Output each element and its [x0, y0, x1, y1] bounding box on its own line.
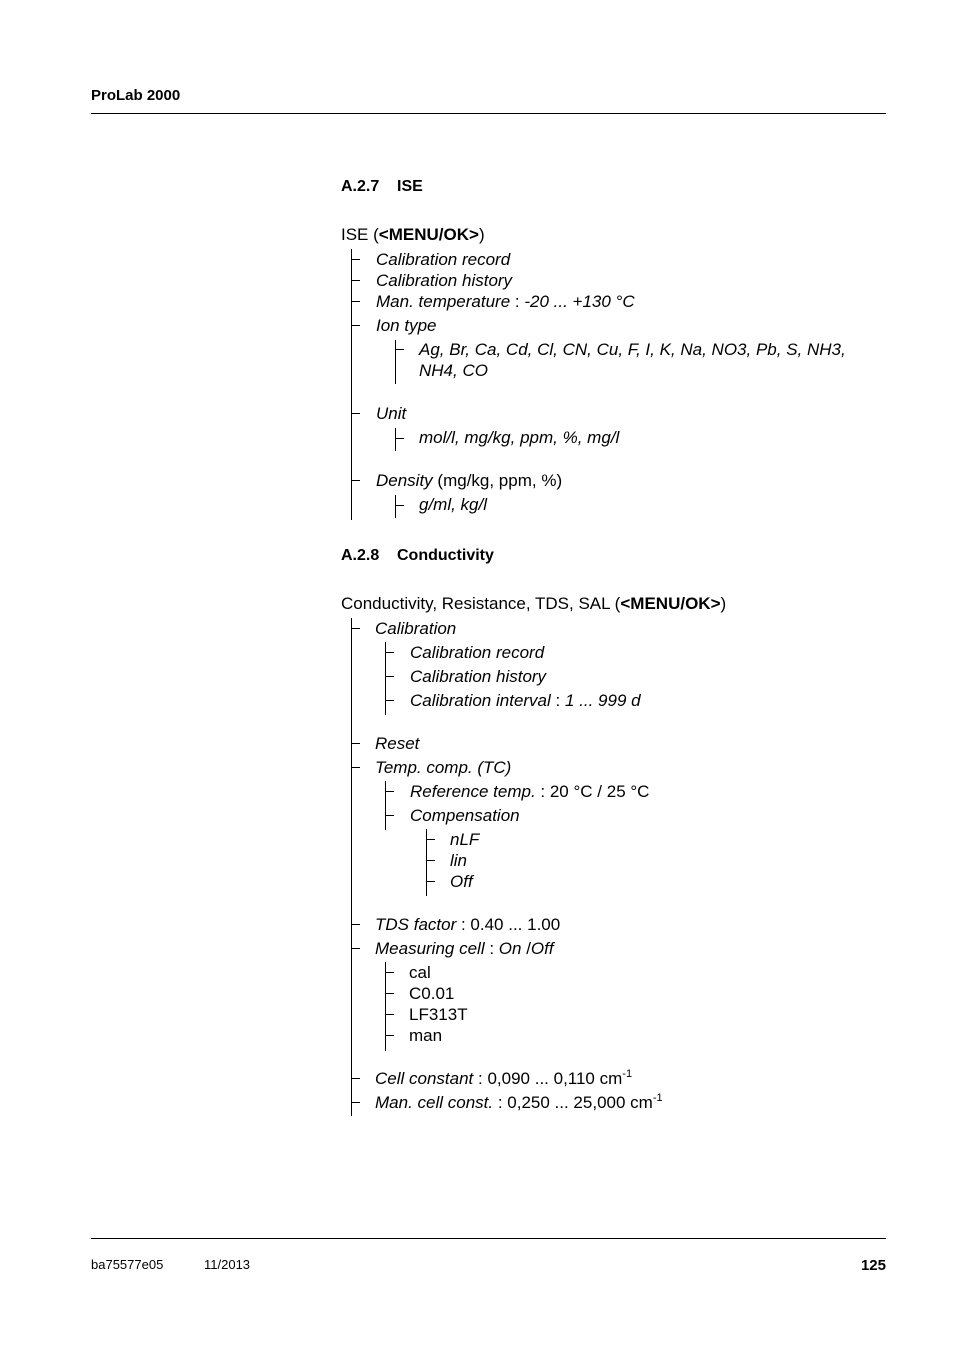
tree-tick — [351, 1078, 360, 1079]
item-label: Measuring cell — [375, 939, 485, 958]
item-label: Calibration interval — [410, 691, 551, 710]
item-on: On — [498, 939, 522, 958]
tree-tick — [426, 881, 435, 882]
footer-rule — [91, 1238, 886, 1239]
tree-tick — [351, 280, 360, 281]
menu-path-suffix: ) — [478, 225, 485, 244]
menu-item-unit: Unit — [376, 404, 407, 423]
section-heading-ise — [341, 178, 423, 196]
menu-item-man-cell-const — [375, 1092, 663, 1113]
item-sep: : — [484, 939, 499, 958]
tree-tick — [351, 325, 360, 326]
tree-tick — [351, 1102, 360, 1103]
section-title: Conductivity — [397, 547, 494, 564]
header-rule — [91, 113, 886, 114]
cell-option-man: man — [409, 1026, 443, 1045]
item-label: Density — [376, 471, 433, 490]
item-label: Man. temperature — [376, 292, 511, 311]
cell-option-c001: C0.01 — [409, 984, 455, 1003]
section-number: A.2.7 — [341, 178, 380, 195]
item-range: -20 ... +130 °C — [524, 292, 635, 311]
menu-item-cal-history: Calibration history — [376, 271, 513, 290]
ion-list-line-1: Ag, Br, Ca, Cd, Cl, CN, Cu, F, I, K, Na, NO3, Pb, S, NH3, — [419, 340, 846, 359]
item-sep: : — [510, 292, 525, 311]
item-exponent: -1 — [622, 1068, 633, 1080]
tree-tick — [385, 815, 394, 816]
option-lin: lin — [450, 851, 468, 870]
item-value: : 0.40 ... 1.00 — [456, 915, 561, 934]
tempcomp-subtree-line — [385, 781, 386, 830]
menu-item-density — [376, 470, 562, 491]
cell-option-lf313t: LF313T — [409, 1005, 468, 1024]
item-label: Man. cell const. — [375, 1093, 494, 1112]
menu-item-ion-type: Ion type — [376, 316, 437, 335]
page-number: 125 — [860, 1257, 886, 1274]
ion-list-line-2: NH4, CO — [419, 361, 488, 380]
menu-item-cal-history: Calibration history — [410, 667, 547, 686]
tree-tick — [385, 1035, 394, 1036]
tree-tick — [385, 972, 394, 973]
menu-item-temp-comp: Temp. comp. (TC) — [375, 758, 512, 777]
tree-tick — [385, 993, 394, 994]
unit-subtree-line — [395, 428, 396, 451]
tree-tick — [426, 860, 435, 861]
item-slash: / — [521, 939, 531, 958]
menu-item-tds-factor — [375, 914, 560, 935]
section-heading-conductivity — [341, 547, 494, 565]
tree-tick — [351, 767, 360, 768]
item-range: 1 ... 999 d — [564, 691, 641, 710]
density-values: g/ml, kg/l — [419, 495, 488, 514]
tree-tick — [351, 413, 360, 414]
cond-tree-trunk — [351, 618, 352, 1116]
tree-tick — [395, 505, 404, 506]
option-off: Off — [450, 872, 473, 891]
menu-item-cal-interval — [410, 690, 641, 711]
tree-tick — [351, 924, 360, 925]
menu-item-man-temp — [376, 291, 635, 312]
menu-item-reset: Reset — [375, 734, 420, 753]
menu-item-cal-record: Calibration record — [410, 643, 545, 662]
tree-tick — [385, 652, 394, 653]
section-title: ISE — [397, 178, 423, 195]
item-label: Cell constant — [375, 1069, 474, 1088]
item-units: (mg/kg, ppm, %) — [432, 471, 563, 490]
tree-tick — [395, 349, 404, 350]
menu-item-calibration: Calibration — [375, 619, 457, 638]
menu-path-suffix: ) — [720, 594, 727, 613]
tree-tick — [395, 438, 404, 439]
tree-tick — [385, 676, 394, 677]
tree-tick — [385, 1014, 394, 1015]
cell-subtree-line — [385, 962, 386, 1051]
tree-tick — [351, 628, 360, 629]
option-nlf: nLF — [450, 830, 480, 849]
footer-doc-id: ba75577e05 — [91, 1257, 164, 1272]
item-label: TDS factor — [375, 915, 457, 934]
menu-item-cal-record: Calibration record — [376, 250, 511, 269]
footer-date: 11/2013 — [204, 1257, 251, 1272]
item-sep: : — [550, 691, 565, 710]
tree-tick — [351, 743, 360, 744]
tree-tick — [351, 259, 360, 260]
tree-tick — [385, 700, 394, 701]
menu-item-ref-temp — [410, 781, 649, 802]
item-exponent: -1 — [652, 1092, 663, 1104]
menu-item-compensation: Compensation — [410, 806, 520, 825]
item-value: : 20 °C / 25 °C — [535, 782, 650, 801]
running-header: ProLab 2000 — [91, 87, 181, 104]
ise-menu-path — [341, 224, 485, 245]
menu-item-cell-constant — [375, 1068, 632, 1089]
tree-tick — [351, 301, 360, 302]
item-label: Reference temp. — [410, 782, 536, 801]
menu-path-text: Conductivity, Resistance, TDS, SAL ( — [341, 594, 621, 613]
item-value: : 0,090 ... 0,110 cm — [473, 1069, 623, 1088]
menu-item-measuring-cell — [375, 938, 554, 959]
tree-tick — [351, 948, 360, 949]
unit-values: mol/l, mg/kg, ppm, %, mg/l — [419, 428, 620, 447]
item-value: : 0,250 ... 25,000 cm — [493, 1093, 653, 1112]
menu-path-text: ISE ( — [341, 225, 379, 244]
tree-tick — [426, 839, 435, 840]
menu-key: <MENU/OK> — [378, 225, 479, 244]
item-off: Off — [530, 939, 554, 958]
menu-key: <MENU/OK> — [620, 594, 721, 613]
tree-tick — [385, 791, 394, 792]
conductivity-menu-path — [341, 593, 726, 614]
ion-subtree-line — [395, 340, 396, 384]
section-number: A.2.8 — [341, 547, 380, 564]
tree-tick — [351, 480, 360, 481]
density-subtree-line — [395, 495, 396, 518]
cell-option-cal: cal — [409, 963, 431, 982]
